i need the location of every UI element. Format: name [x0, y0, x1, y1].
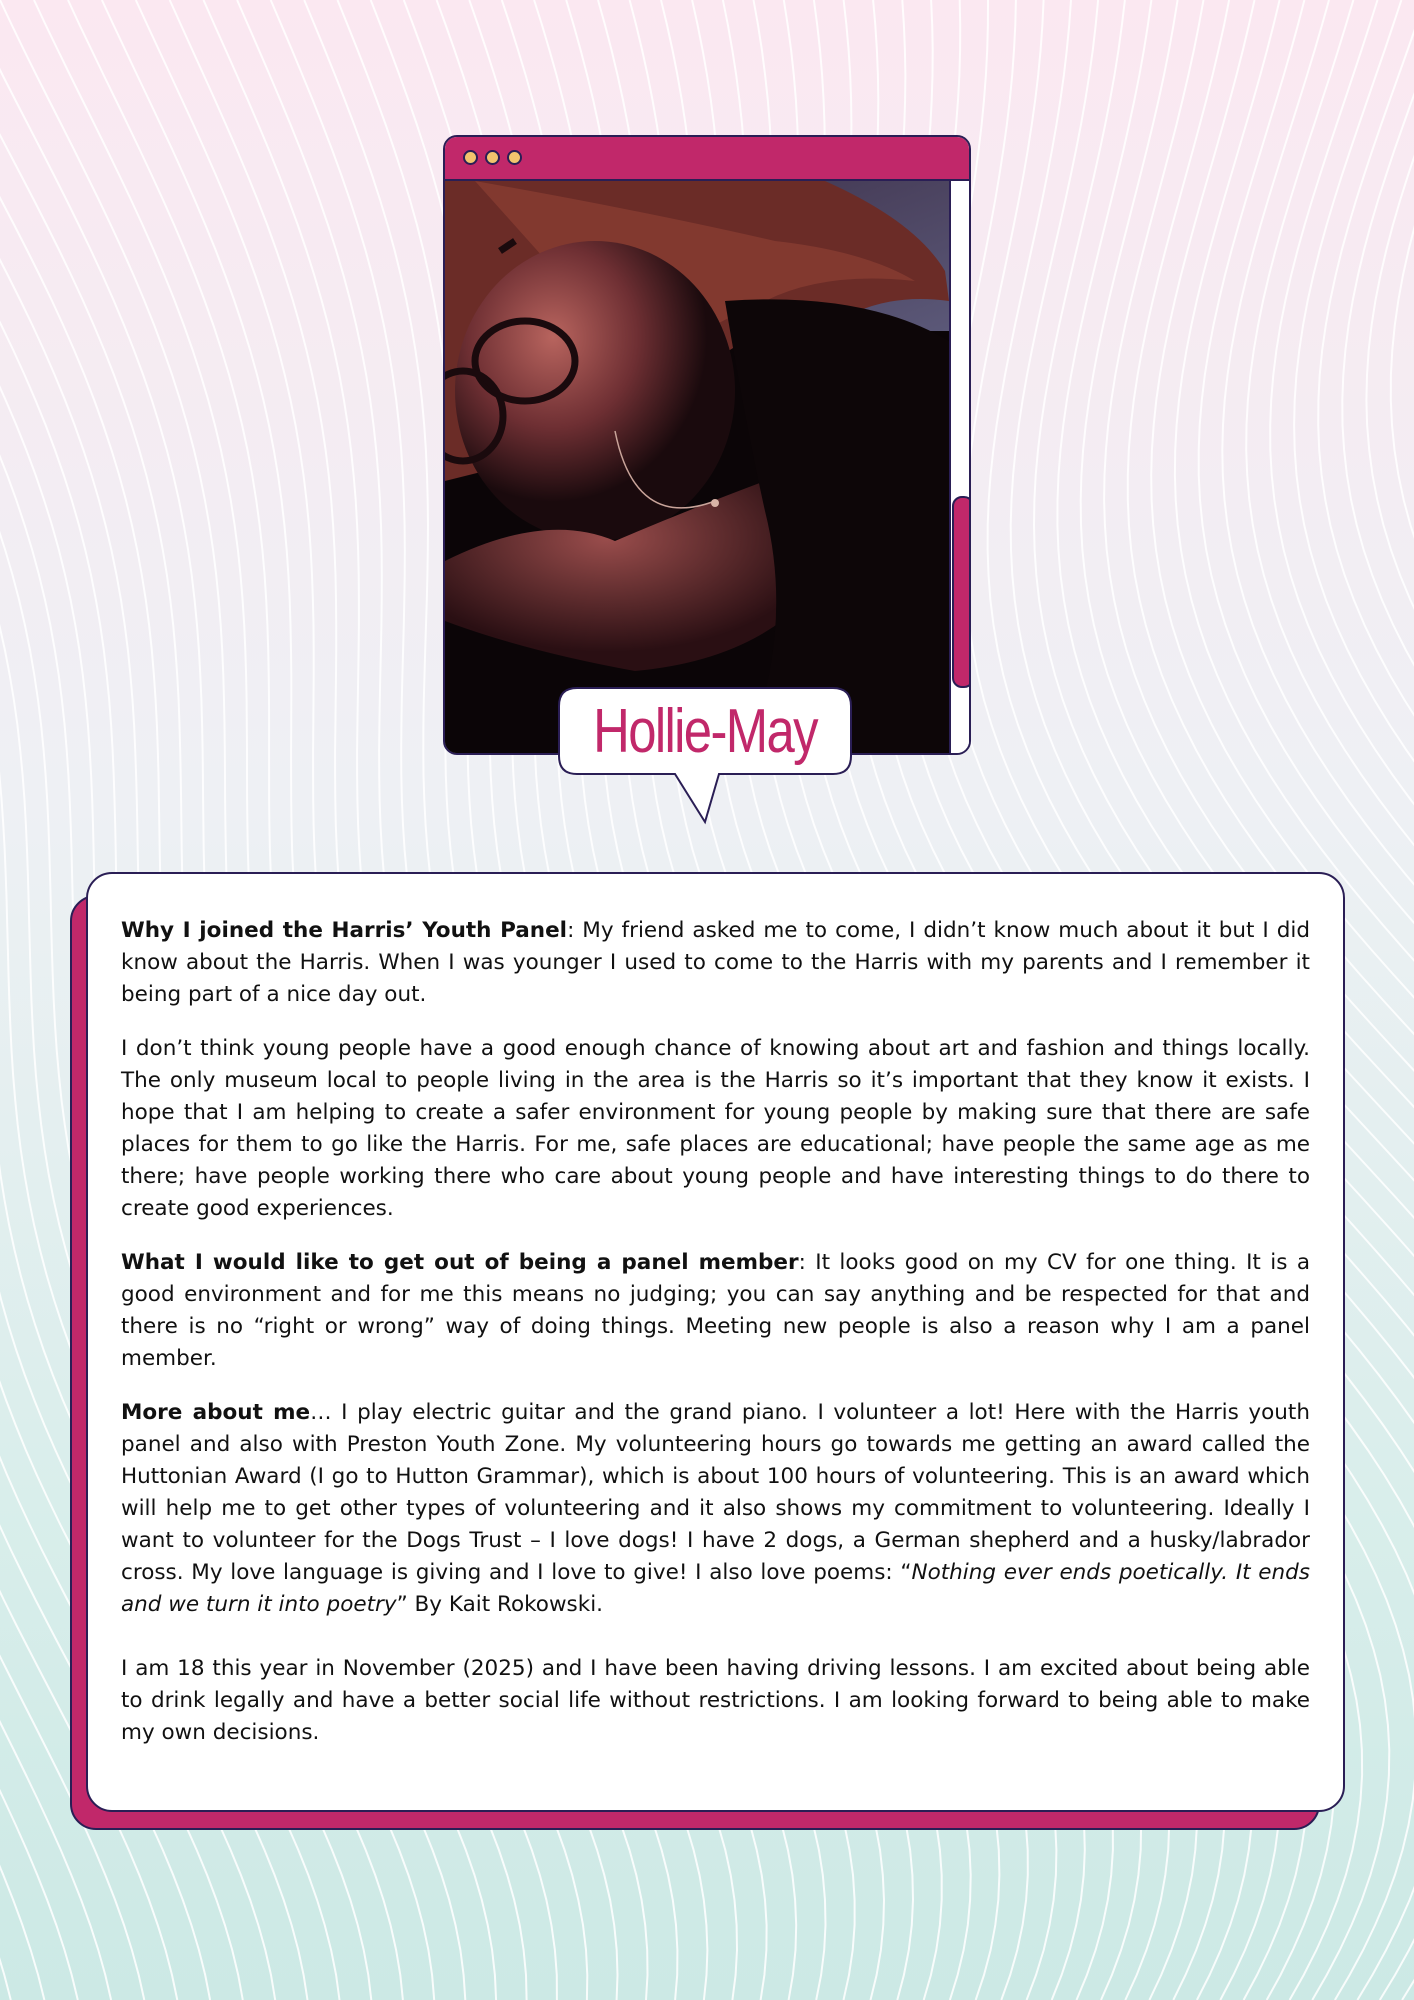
window-title-bar [445, 137, 969, 181]
heading-get-out-of: What I would like to get out of being a panel member [121, 1250, 799, 1275]
window-dot-icon [485, 150, 500, 165]
paragraph-why-joined [121, 915, 1310, 1011]
profile-name: Hollie-May [593, 697, 817, 766]
profile-photo [445, 181, 949, 755]
bio-card [86, 872, 1345, 1812]
paragraph-get-out-of [121, 1247, 1310, 1375]
name-tag-bubble [557, 686, 857, 826]
wave-line [1342, 0, 1414, 2000]
wave-line [1391, 0, 1414, 2000]
text-young-people: I don’t think young people have a good enough chance of knowing about art and fashion and things locally. The only museum local to people living in the area is the Harris so it’s important that they know it exists. I hope that I am helping to create a safer environment for young people by making sure that there are safe places for them to go like the Harris. For me, safe places are educational; have people the same age as me there; have people working there who care about young people and have interesting things to do there to create good experiences. [121, 1036, 1310, 1221]
paragraph-driving [121, 1653, 1310, 1749]
photo-window [443, 135, 971, 755]
heading-why-joined: Why I joined the Harris’ Youth Panel [121, 918, 568, 943]
wave-line [1366, 0, 1414, 2000]
paragraph-more-about-me [121, 1397, 1310, 1621]
text-driving: I am 18 this year in November (2025) and I have been having driving lessons. I am excited about being able to drink legally and have a better social life without restrictions. I am looking forward to being able to make my own decisions. [121, 1656, 1310, 1745]
text-get-out-of: : It looks good on my CV for one thing. It is a good environment and for me this means no judging; you can say anything and be respected for that and there is no “right or wrong” way of doing things. Meeting new people is also a reason why I am a panel member. [121, 1250, 1311, 1371]
heading-more-about-me: More about me [121, 1400, 311, 1425]
paragraph-young-people [121, 1033, 1310, 1225]
scrollbar-track[interactable] [949, 181, 971, 755]
text-more-about-me: … I play electric guitar and the grand piano. I volunteer a lot! Here with the Harris youth panel and also with Preston Youth Zone. My volunteering hours go towards me getting an award called the Huttonian Award (I go to Hutton Grammar), which is about 100 hours of volunteering. This is an award which will help me to get other types of volunteering and it also shows my commitment to volunteering. Ideally I want to volunteer for the Dogs Trust – I love dogs! I have 2 dogs, a German shepherd and a husky/labrador cross. My love language is giving and I love to give! I also love poems: “ [121, 1400, 1310, 1585]
quote-attribution: ” By Kait Rokowski. [396, 1592, 604, 1617]
text-why-joined: : My friend asked me to come, I didn’t know much about it but I did know about the Harris. When I was younger I used to come to the Harris with my parents and I remember it being part of a nice day out. [121, 918, 1310, 1007]
wave-line [0, 0, 78, 2000]
scrollbar-thumb[interactable] [952, 496, 971, 688]
window-dot-icon [507, 150, 522, 165]
window-dot-icon [463, 150, 478, 165]
poem-quote: Nothing ever ends poetically. It ends and we turn it into poetry [121, 1560, 1311, 1617]
